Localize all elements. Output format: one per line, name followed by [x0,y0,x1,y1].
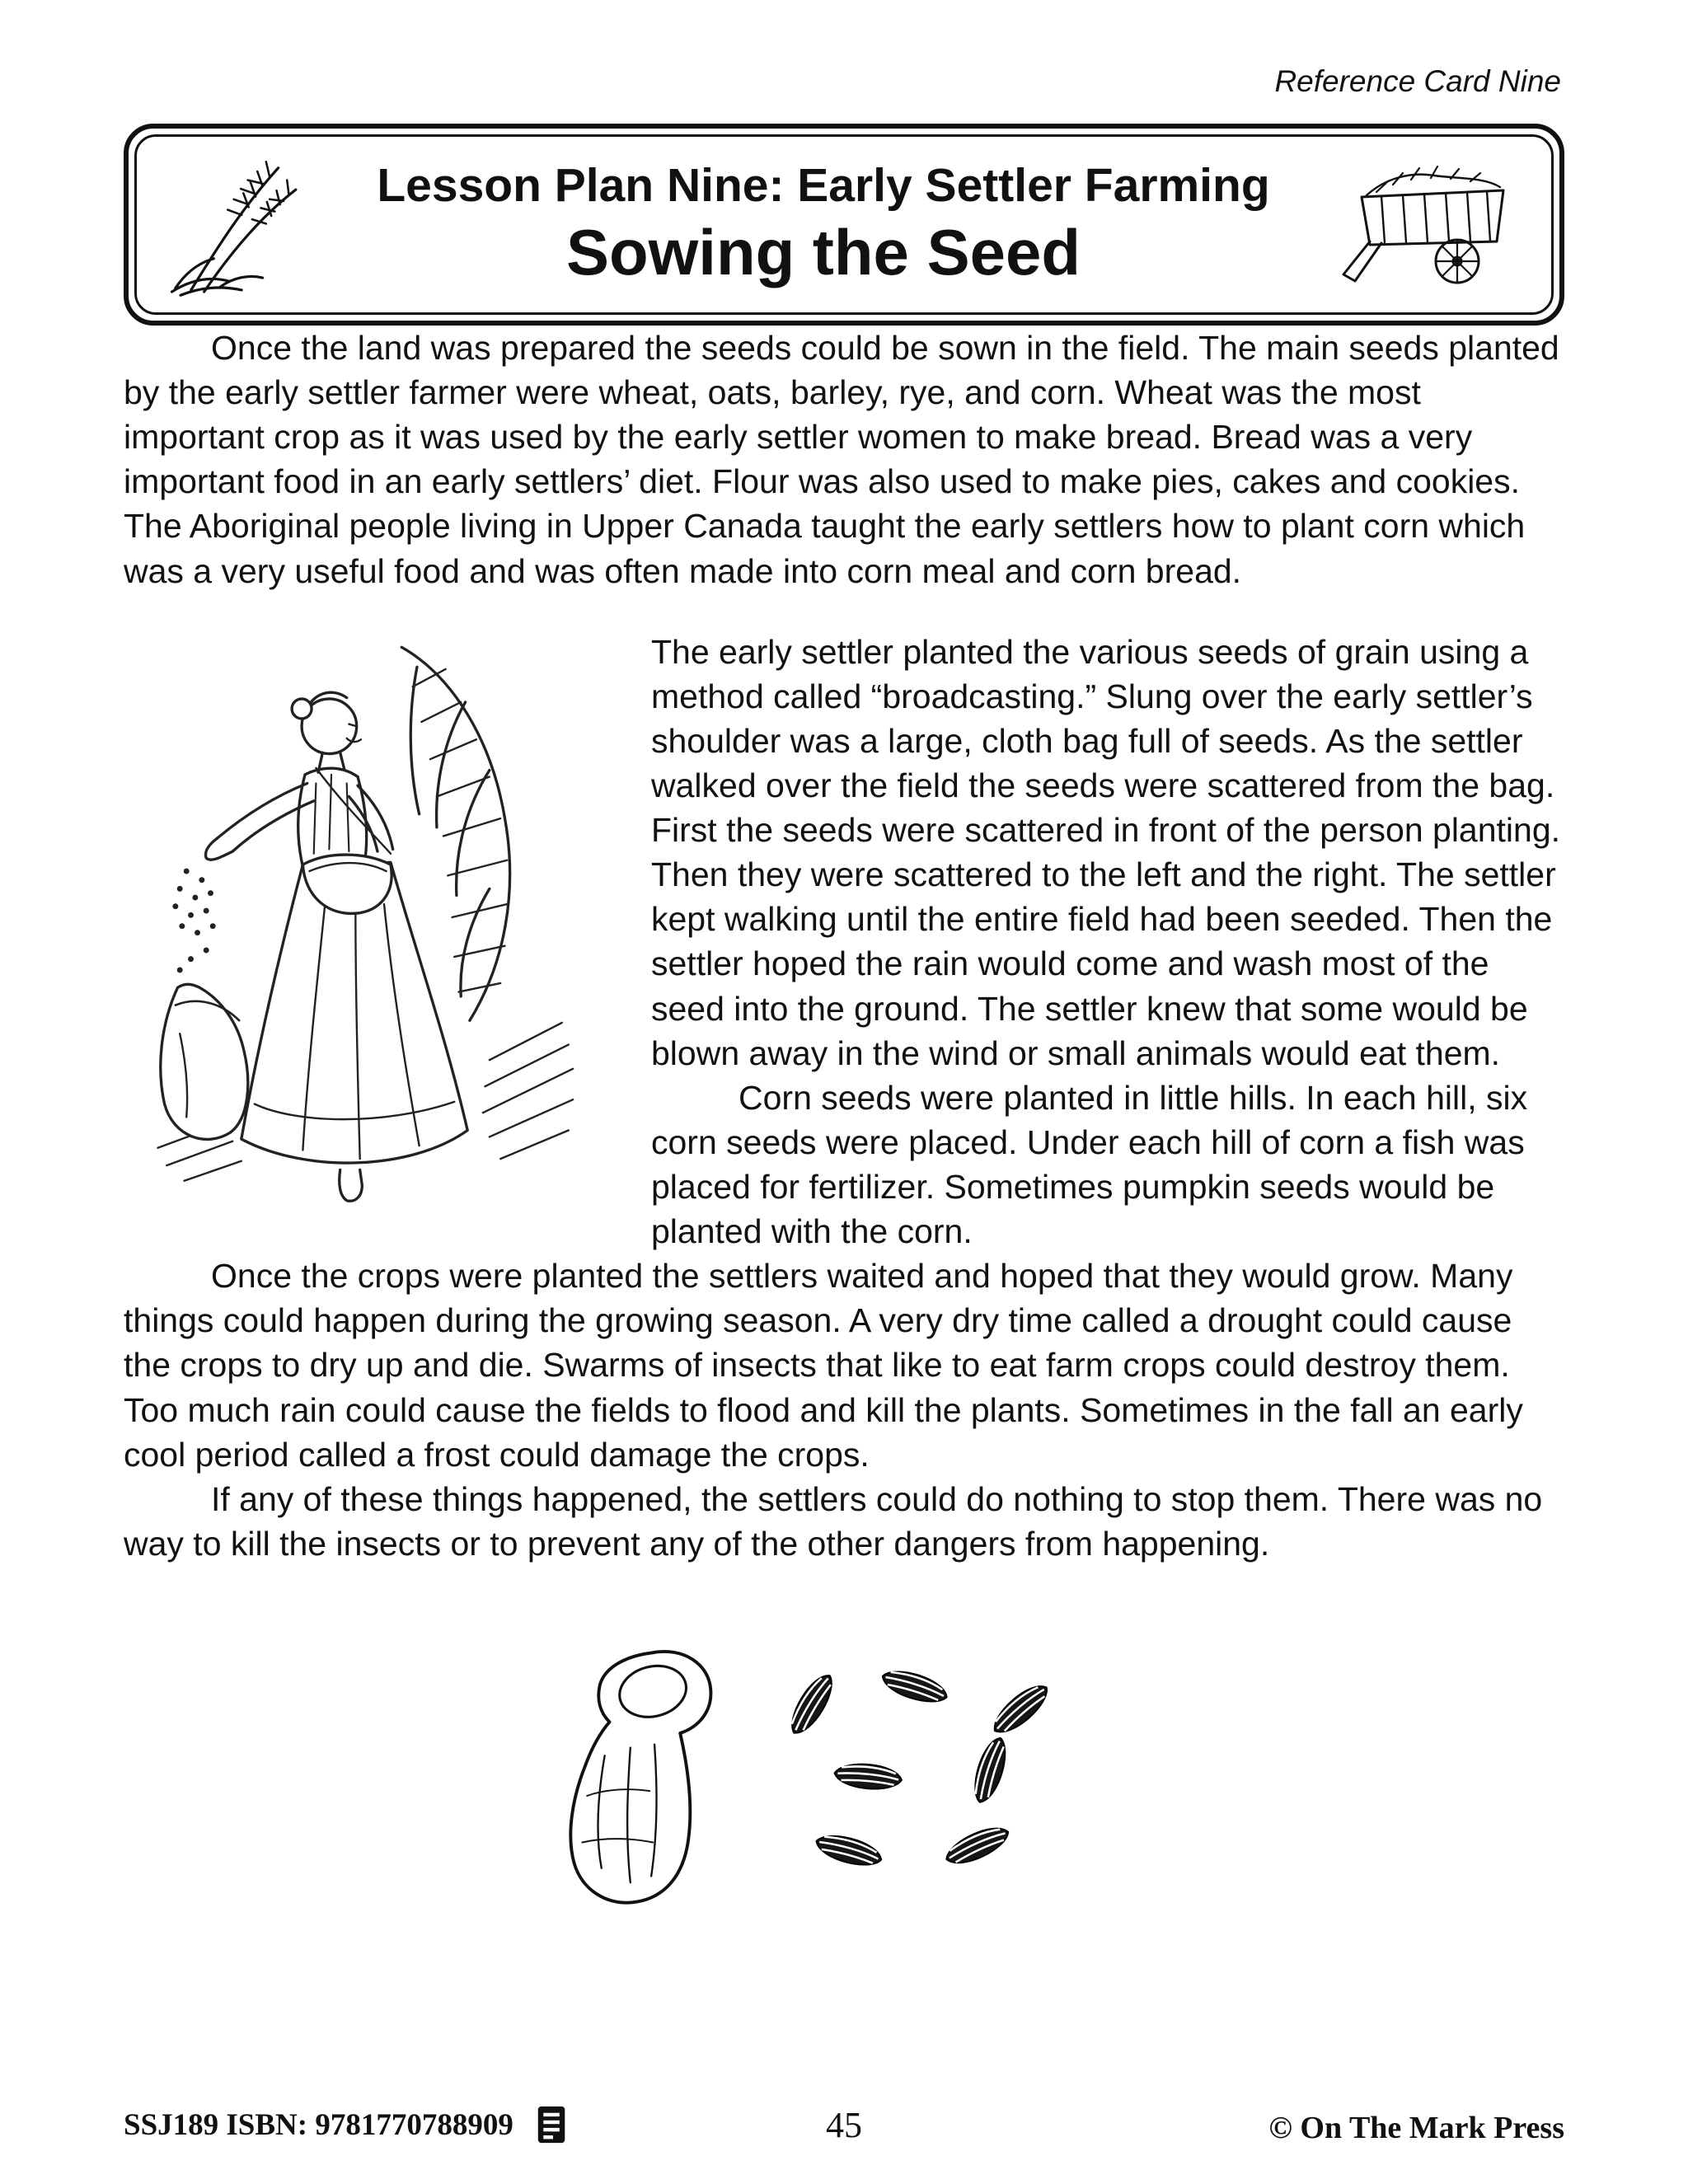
lesson-subtitle: Sowing the Seed [565,216,1081,289]
seeds [784,1665,1054,1872]
sower-figure [124,630,618,1244]
corn-seeds-paragraph: Corn seeds were planted in little hills. In each hill, six corn seeds were placed. Under each hill of corn a fish was placed for fertilizer. Sometimes pumpkin seeds would be planted with the corn. [651,1078,1528,1251]
seed-bag [570,1652,710,1903]
page-footer [124,2097,1564,2146]
middle-section [124,630,1564,1254]
lesson-title: Lesson Plan Nine: Early Settler Farming [377,158,1270,212]
seed-bag-and-seeds-illustration [531,1635,1157,1924]
isbn-text: SSJ189 ISBN: 9781770788909 [124,2107,513,2142]
intro-paragraph: Once the land was prepared the seeds could be sown in the field. The main seeds planted by the early settler farmer were wheat, oats, barley, rye, and corn. Wheat was the most important crop as it was used by the early settler women to make bread. Bread was a very important food in an early settlers’ diet. Flour was also used to make pies, cakes and cookies. The Aboriginal people living in Upper Canada taught the early settlers how to plant corn which was a very useful food and was often made into corn meal and corn bread. [124,329,1559,590]
dangers-paragraph: If any of these things happened, the settlers could do nothing to stop them. There was no way to kill the insects or to prevent any of the other dangers from happening. [124,1479,1543,1563]
growing-season-paragraph: Once the crops were planted the settlers waited and hoped that they would grow. Many things could happen during the growing season. A very dry time called a drought could cause the crops to dry up and die. Swarms of insects that like to eat farm crops could destroy them. Too much rain could cause the fields to flood and kill the plants. Sometimes in the fall an early cool period called a frost could damage the crops. [124,1257,1523,1474]
hay-cart-icon [1334,159,1523,291]
copyright: © On The Mark Press [1268,2111,1564,2145]
title-box [124,124,1564,326]
middle-text-column [651,630,1564,1254]
bottom-illustration-area [124,1635,1564,1924]
sower-illustration [140,630,602,1244]
wheat-icon [165,148,313,301]
page-title [313,159,1334,290]
page-number: 45 [826,2105,862,2145]
reference-card-label: Reference Card Nine [1274,64,1561,98]
broadcasting-paragraph: The early settler planted the various seeds of grain using a method called “broadcasting.” Slung over the early settler’s shoulder was a large, cloth bag full of seeds. As the settler walked over the field the seeds were scattered from the bag. First the seeds were scattered in front of the person planting. Then they were scattered to the left and the right. The settler kept walking until the entire field had been seeded. Then the settler hoped the rain would come and wash most of the seed into the ground. The settler knew that some would be blown away in the wind or small animals would eat them. [651,632,1561,1072]
